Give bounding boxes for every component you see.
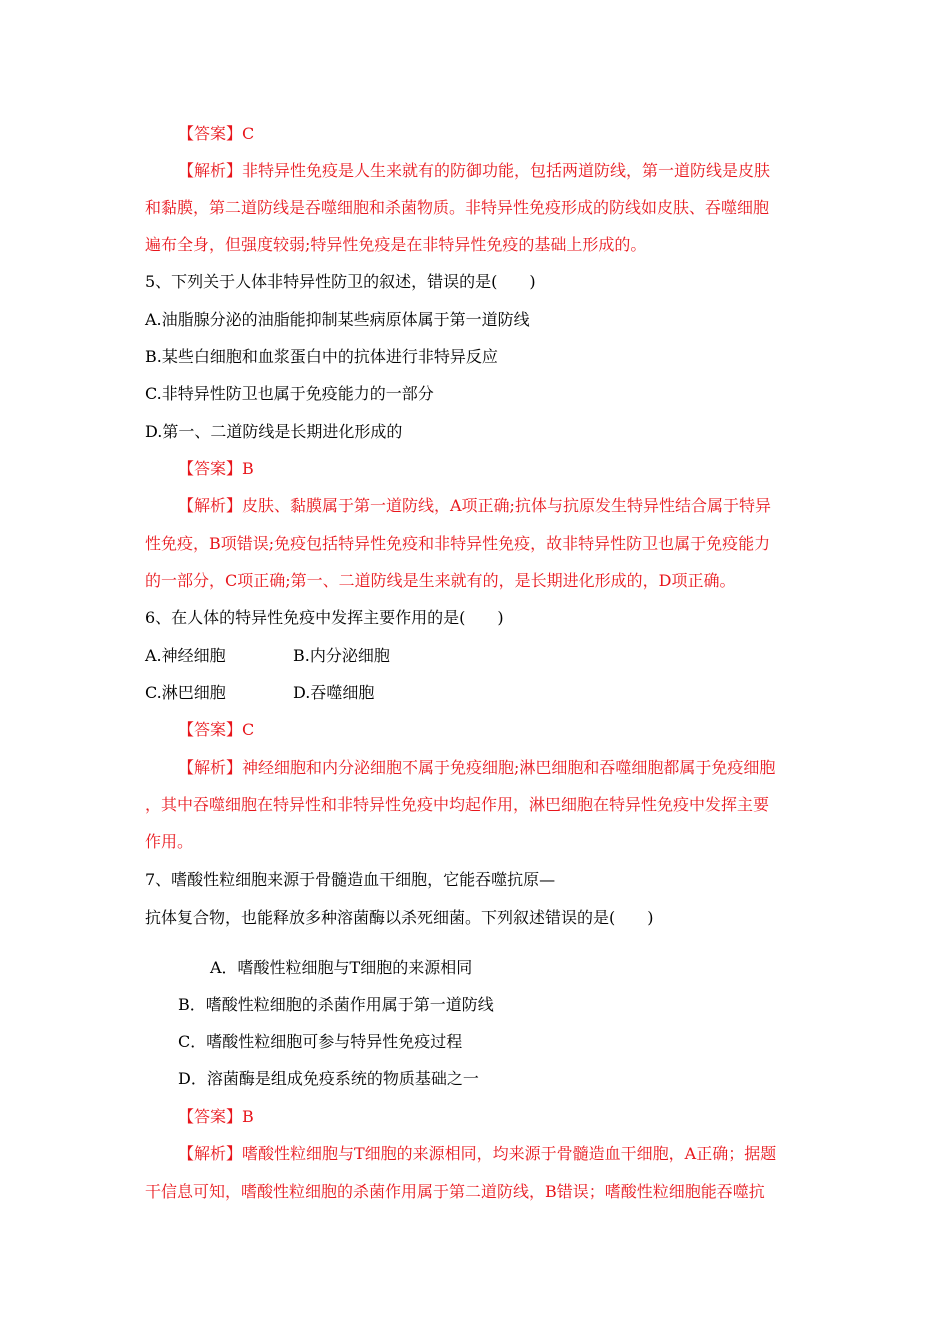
option-5a: A.油脂腺分泌的油脂能抑制某些病原体属于第一道防线 (145, 310, 530, 329)
option-6a: A.神经细胞 (145, 646, 226, 665)
question-6: 6、在人体的特异性免疫中发挥主要作用的是( ) (145, 608, 504, 627)
answer-label: 【答案】B (178, 1107, 254, 1126)
option-7a: A．嗜酸性粒细胞与T细胞的来源相同 (210, 958, 473, 977)
explanation-line: 【解析】非特异性免疫是人生来就有的防御功能，包括两道防线，第一道防线是皮肤 (178, 161, 771, 180)
option-6b: B.内分泌细胞 (293, 646, 390, 665)
option-6c: C.淋巴细胞 (145, 683, 226, 702)
explanation-line: 的一部分，C项正确;第一、二道防线是生来就有的，是长期进化形成的，D项正确。 (145, 571, 736, 590)
explanation-line: 作用。 (145, 832, 194, 851)
option-5b: B.某些白细胞和血浆蛋白中的抗体进行非特异反应 (145, 347, 498, 366)
explanation-line: 和黏膜，第二道防线是吞噬细胞和杀菌物质。非特异性免疫形成的防线如皮肤、吞噬细胞 (145, 198, 770, 217)
explanation-line: 遍布全身，但强度较弱;特异性免疫是在非特异性免疫的基础上形成的。 (145, 235, 647, 254)
option-6d: D.吞噬细胞 (293, 683, 375, 702)
explanation-line: 【解析】皮肤、黏膜属于第一道防线，A项正确;抗体与抗原发生特异性结合属于特异 (178, 496, 771, 515)
question-5: 5、下列关于人体非特异性防卫的叙述，错误的是( ) (145, 272, 536, 291)
option-7b: B．嗜酸性粒细胞的杀菌作用属于第一道防线 (178, 995, 494, 1014)
option-7d: D．溶菌酶是组成免疫系统的物质基础之一 (178, 1069, 479, 1088)
explanation-line: 性免疫，B项错误;免疫包括特异性免疫和非特异性免疫，故非特异性防卫也属于免疫能力 (145, 534, 771, 553)
option-5c: C.非特异性防卫也属于免疫能力的一部分 (145, 384, 434, 403)
answer-label: 【答案】B (178, 459, 254, 478)
answer-label: 【答案】C (178, 720, 255, 739)
answer-label: 【答案】C (178, 124, 255, 143)
explanation-line: 干信息可知，嗜酸性粒细胞的杀菌作用属于第二道防线，B错误；嗜酸性粒细胞能吞噬抗 (145, 1182, 765, 1201)
explanation-line: ，其中吞噬细胞在特异性和非特异性免疫中均起作用，淋巴细胞在特异性免疫中发挥主要 (145, 795, 770, 814)
question-7-cont: 抗体复合物，也能释放多种溶菌酶以杀死细菌。下列叙述错误的是( ) (145, 908, 654, 927)
question-7: 7、嗜酸性粒细胞来源于骨髓造血干细胞，它能吞噬抗原— (145, 870, 556, 889)
option-5d: D.第一、二道防线是长期进化形成的 (145, 422, 403, 441)
explanation-line: 【解析】神经细胞和内分泌细胞不属于免疫细胞;淋巴细胞和吞噬细胞都属于免疫细胞 (178, 758, 776, 777)
explanation-line: 【解析】嗜酸性粒细胞与T细胞的来源相同，均来源于骨髓造血干细胞，A正确；据题 (178, 1144, 777, 1163)
option-7c: C．嗜酸性粒细胞可参与特异性免疫过程 (178, 1032, 463, 1051)
